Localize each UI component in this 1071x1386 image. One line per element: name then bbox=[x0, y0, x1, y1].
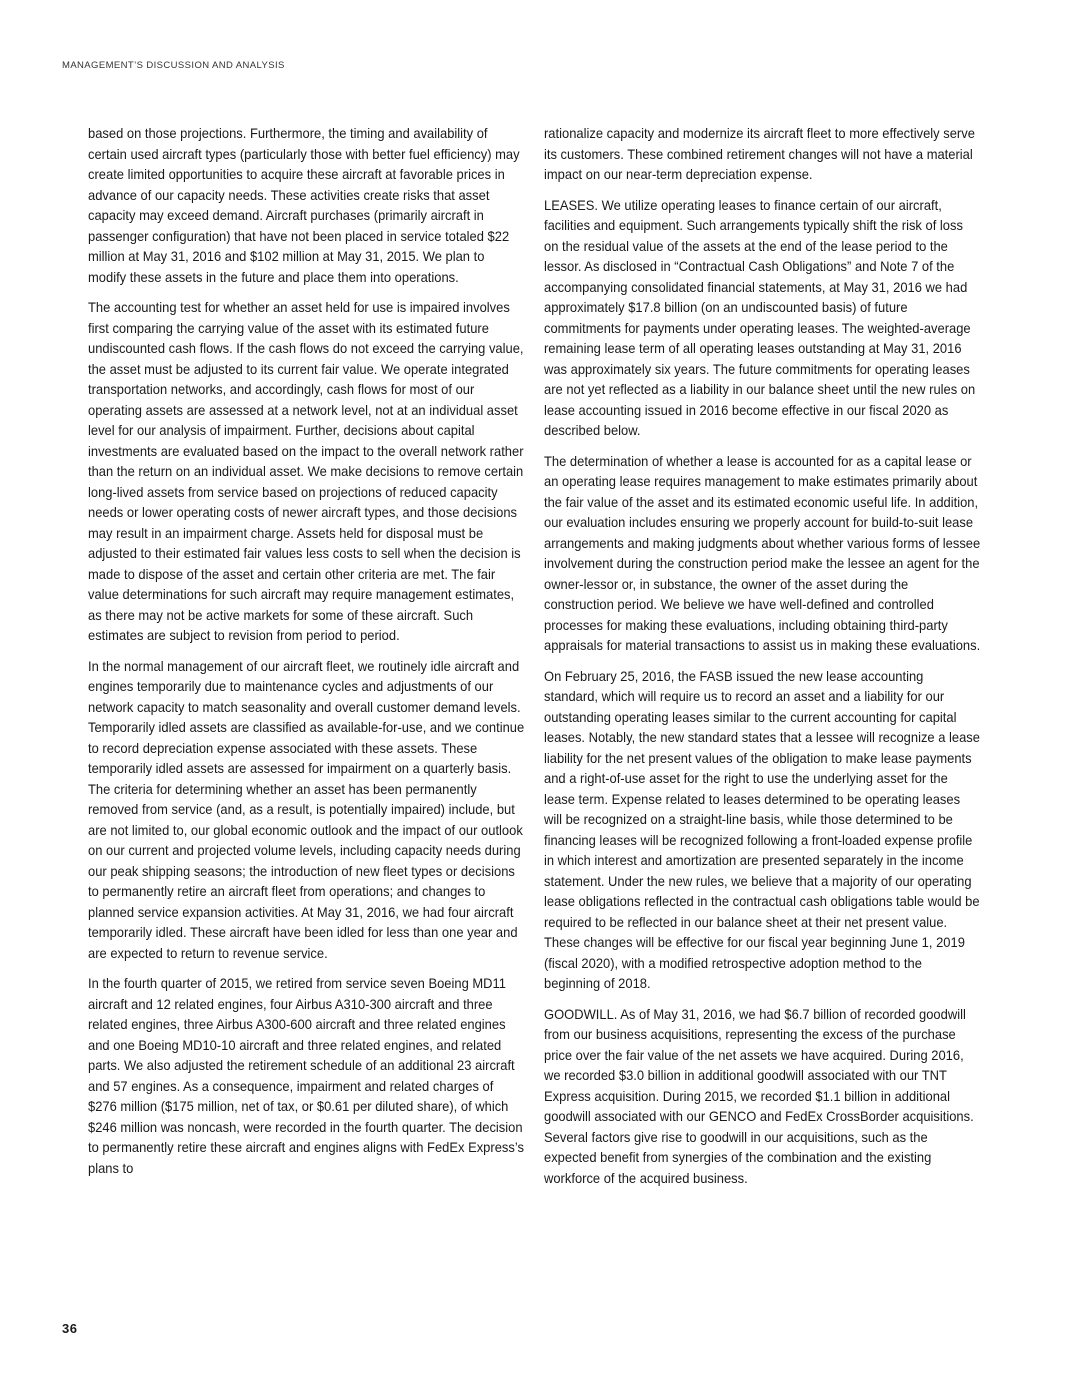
paragraph-idle-aircraft: In the normal management of our aircraft fleet, we routinely idle aircraft and engines temporarily due to maintenance cycles and adjustments of our network capacity to match seasonality and overall customer demand levels. Temporarily idled assets are classified as available-for-use, and we continue to record depreciation expense associated with these assets. These temporarily idled assets are assessed for impairment on a quarterly basis. The criteria for determining whether an asset has been permanently removed from service (and, as a result, is potentially impaired) include, but are not limited to, our global economic outlook and the impact of our outlook on our current and projected volume levels, including capacity needs during our peak shipping seasons; the introduction of new fleet types or decisions to permanently retire an aircraft fleet from operations; and changes to planned service expansion activities. At May 31, 2016, we had four aircraft temporarily idled. These aircraft have been idled for less than one year and are expected to return to revenue service. bbox=[88, 657, 525, 961]
running-header: MANAGEMENT’S DISCUSSION AND ANALYSIS bbox=[62, 60, 285, 71]
paragraph-aircraft-projections: based on those projections. Furthermore, the timing and availability of certain used aircraft types (particularly those with better fuel efficiency) may create limited opportunities to acquire these aircraft at favorable prices in advance of our capacity needs. These activities create risks that asset capacity may exceed demand. Aircraft purchases (primarily aircraft in passenger configuration) that have not been placed in service totaled $22 million at May 31, 2016 and $102 million at May 31, 2015. We plan to modify these assets in the future and place them into operations. bbox=[88, 125, 520, 285]
paragraph-leases: LEASES. We utilize operating leases to finance certain of our aircraft, facilities and equipment. Such arrangements typically shift the risk of loss on the residual value of the assets at the end of the lease period to the lessor. As disclosed in “Contractual Cash Obligations” and Note 7 of the accompanying consolidated financial statements, at May 31, 2016 we had approximately $17.8 billion (on an undiscounted basis) of future commitments for payments under operating leases. The weighted-average remaining lease term of all operating leases outstanding at May 31, 2016 was approximately six years. The future commitments for operating leases are not yet reflected as a liability in our balance sheet until the new rules on lease accounting issued in 2016 become effective in our fiscal 2020 as described below. bbox=[544, 196, 976, 438]
paragraph-impairment-test: The accounting test for whether an asset held for use is impaired involves first comparing the carrying value of the asset with its estimated future undiscounted cash flows. If the cash flows do not exceed the carrying value, the asset must be adjusted to its current fair value. We operate integrated transportation networks, and accordingly, cash flows for most of our operating assets are assessed at a network level, not at an individual asset level for our analysis of impairment. Further, decisions about capital investments are evaluated based on the impact to the overall network rather than the return on an individual asset. We make decisions to remove certain long-lived assets from service based on projections of reduced capacity needs or lower operating costs of newer aircraft types, and those decisions may result in an impairment charge. Assets held for disposal must be adjusted to their estimated fair values less costs to sell when the decision is made to dispose of the asset and certain other criteria are met. The fair value determinations for such aircraft may require management estimates, as there may not be active markets for some of these aircraft. Such estimates are subject to revision from period to period. bbox=[88, 299, 524, 643]
left-column bbox=[88, 123, 525, 1188]
right-column bbox=[544, 123, 981, 1198]
paragraph-fleet-modernization: rationalize capacity and modernize its aircraft fleet to more effectively serve its customers. These combined retirement changes will not have a material impact on our near-term depreciation expense. bbox=[544, 125, 975, 182]
page-number: 36 bbox=[62, 1321, 78, 1336]
paragraph-goodwill: GOODWILL. As of May 31, 2016, we had $6.7 billion of recorded goodwill from our business acquisitions, representing the excess of the purchase price over the fair value of the net assets we have acquired. During 2016, we recorded $3.0 billion in additional goodwill associated with our TNT Express acquisition. During 2015, we recorded $1.1 billion in additional goodwill associated with our GENCO and FedEx CrossBorder acquisitions. Several factors give rise to goodwill in our acquisitions, such as the expected benefit from synergies of the combination and the existing workforce of the acquired business. bbox=[544, 1005, 974, 1186]
paragraph-fasb-standard: On February 25, 2016, the FASB issued the new lease accounting standard, which will require us to record an asset and a liability for our outstanding operating leases similar to the current accounting for capital leases. Notably, the new standard states that a lessee will recognize a lease liability for the net present values of the obligation to make lease payments and a right-of-use asset for the right to use the underlying asset for the lease term. Expense related to leases determined to be operating leases will be recognized on a straight-line basis, while those determined to be financing leases will be recognized following a front-loaded expense profile in which interest and amortization are presented separately in the income statement. Under the new rules, we believe that a majority of our operating lease obligations reflected in the contractual cash obligations table would be required to be reflected in our balance sheet at their net present value. These changes will be effective for our fiscal year beginning June 1, 2019 (fiscal 2020), with a modified retrospective adoption method to the beginning of 2018. bbox=[544, 667, 980, 991]
paragraph-lease-determination: The determination of whether a lease is accounted for as a capital lease or an operating lease requires management to make estimates primarily about the fair value of the asset and its estimated economic useful life. In addition, our evaluation includes ensuring we properly account for build-to-suit lease arrangements and making judgments about whether various forms of lessee involvement during the construction period make the lessee an agent for the owner-lessor or, in substance, the owner of the asset during the construction period. We believe we have well-defined and controlled processes for making these evaluations, including obtaining third-party appraisals for material transactions to assist us in making these evaluations. bbox=[544, 452, 981, 653]
paragraph-retirement-2015: In the fourth quarter of 2015, we retired from service seven Boeing MD11 aircraft and 12 related engines, four Airbus A310-300 aircraft and three related engines, three Airbus A300-600 aircraft and three related engines and one Boeing MD10-10 aircraft and three related engines, and related parts. We also adjusted the retirement schedule of an additional 23 aircraft and 57 engines. As a consequence, impairment and related charges of $276 million ($175 million, net of tax, or $0.61 per diluted share), of which $246 million was noncash, were recorded in the fourth quarter. The decision to permanently retire these aircraft and engines aligns with FedEx Express’s plans to bbox=[88, 975, 524, 1176]
